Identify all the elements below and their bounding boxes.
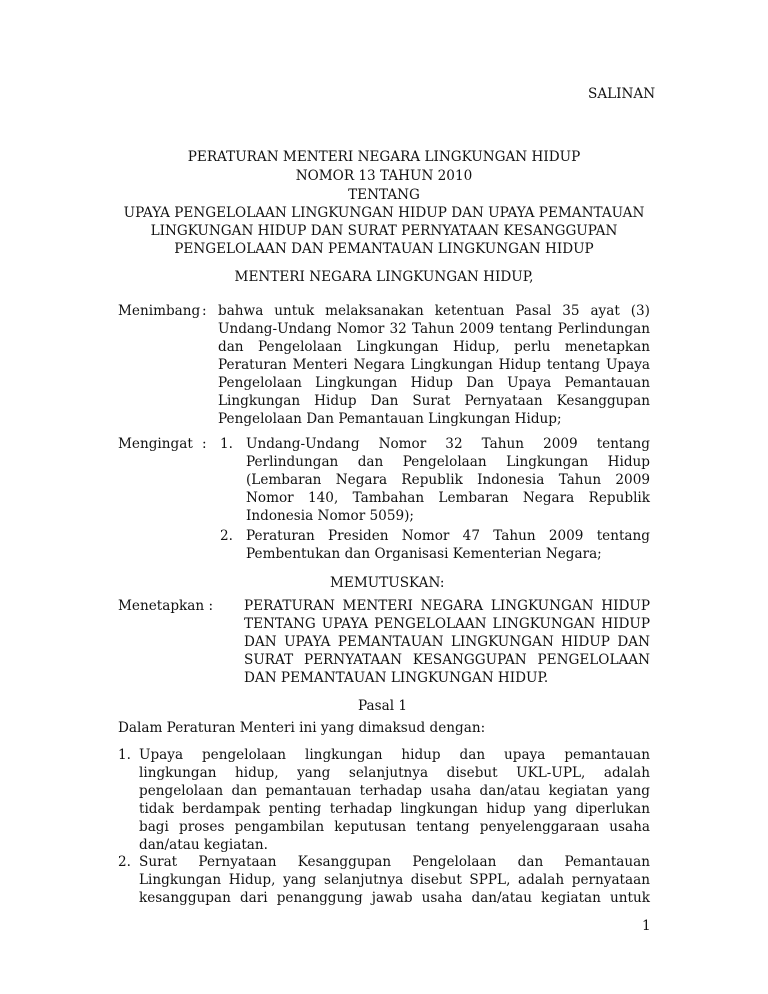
mengingat-line: Undang-Undang Nomor 32 Tahun 2009 tentang <box>246 436 650 452</box>
menetapkan-line: DAN PEMANTAUAN LINGKUNGAN HIDUP. <box>244 670 549 686</box>
menetapkan-line: TENTANG UPAYA PENGELOLAAN LINGKUNGAN HIDUP <box>244 616 650 632</box>
pasal-item-number: 2. <box>118 854 131 870</box>
pasal-line: bagi proses pengambilan keputusan tentang penyelenggaraan usaha <box>139 819 650 835</box>
pasal-1-intro: Dalam Peraturan Menteri ini yang dimaksud dengan: <box>118 720 486 736</box>
pasal-item-number: 1. <box>118 747 131 763</box>
menetapkan-line: DAN UPAYA PEMANTAUAN LINGKUNGAN HIDUP DAN <box>244 634 650 650</box>
mengingat-line: Perlindungan dan Pengelolaan Lingkungan Hidup <box>246 454 650 470</box>
pasal-line: Surat Pernyataan Kesanggupan Pengelolaan dan Pemantauan <box>139 854 650 870</box>
menetapkan-line: SURAT PERNYATAAN KESANGGUPAN PENGELOLAAN <box>244 652 650 668</box>
memutuskan-heading: MEMUTUSKAN: <box>330 575 445 591</box>
mengingat-item-number: 2. <box>220 528 233 544</box>
menimbang-line: Undang-Undang Nomor 32 Tahun 2009 tentang Perlindungan <box>218 321 650 337</box>
mengingat-line: Pembentukan dan Organisasi Kementerian Negara; <box>246 546 602 562</box>
menimbang-line: Peraturan Menteri Negara Lingkungan Hidup tentang Upaya <box>218 357 650 373</box>
pasal-1-heading: Pasal 1 <box>358 698 408 714</box>
mengingat-colon: : <box>202 436 207 452</box>
title-line-1: PERATURAN MENTERI NEGARA LINGKUNGAN HIDUP <box>187 149 581 165</box>
pasal-line: tidak berdampak penting terhadap lingkungan hidup yang diperlukan <box>139 801 650 817</box>
title-line-2: NOMOR 13 TAHUN 2010 <box>295 168 473 184</box>
menetapkan-line: PERATURAN MENTERI NEGARA LINGKUNGAN HIDUP <box>244 598 650 614</box>
pasal-line: Lingkungan Hidup, yang selanjutnya disebut SPPL, adalah pernyataan <box>139 872 650 888</box>
pasal-line: Upaya pengelolaan lingkungan hidup dan upaya pemantauan <box>139 747 650 763</box>
menimbang-line: Lingkungan Hidup Dan Surat Pernyataan Kesanggupan <box>218 393 650 409</box>
menimbang-line: dan Pengelolaan Lingkungan Hidup, perlu menetapkan <box>218 339 650 355</box>
mengingat-line: Indonesia Nomor 5059); <box>246 508 415 524</box>
pasal-line: pengelolaan dan pemantauan terhadap usaha dan/atau kegiatan yang <box>139 783 650 799</box>
pasal-line: lingkungan hidup, yang selanjutnya disebut UKL-UPL, adalah <box>139 765 650 781</box>
page-number: 1 <box>642 918 651 934</box>
menimbang-line: Pengelolaan Dan Pemantauan Lingkungan Hidup; <box>218 411 562 427</box>
authority-title: MENTERI NEGARA LINGKUNGAN HIDUP, <box>234 269 534 285</box>
menetapkan-label: Menetapkan : <box>118 598 214 614</box>
pasal-line: dan/atau kegiatan. <box>139 837 268 853</box>
menimbang-line: Pengelolaan Lingkungan Hidup Dan Upaya Pemantauan <box>218 375 650 391</box>
salinan-label: SALINAN <box>588 86 656 102</box>
mengingat-line: (Lembaran Negara Republik Indonesia Tahun 2009 <box>246 472 650 488</box>
mengingat-line: Nomor 140, Tambahan Lembaran Negara Republik <box>246 490 650 506</box>
mengingat-item-number: 1. <box>220 436 233 452</box>
title-line-5: LINGKUNGAN HIDUP DAN SURAT PERNYATAAN KESANGGUPAN <box>150 223 618 239</box>
menimbang-line: bahwa untuk melaksanakan ketentuan Pasal 35 ayat (3) <box>218 303 650 319</box>
mengingat-line: Peraturan Presiden Nomor 47 Tahun 2009 tentang <box>246 528 650 544</box>
mengingat-label: Mengingat <box>118 436 193 452</box>
menimbang-label: Menimbang <box>118 303 201 319</box>
title-line-4: UPAYA PENGELOLAAN LINGKUNGAN HIDUP DAN UPAYA PEMANTAUAN <box>123 205 645 221</box>
pasal-line: kesanggupan dari penanggung jawab usaha dan/atau kegiatan untuk <box>139 890 650 906</box>
menimbang-colon: : <box>202 303 207 319</box>
title-line-6: PENGELOLAAN DAN PEMANTAUAN LINGKUNGAN HIDUP <box>174 241 594 257</box>
title-line-3: TENTANG <box>348 187 420 203</box>
